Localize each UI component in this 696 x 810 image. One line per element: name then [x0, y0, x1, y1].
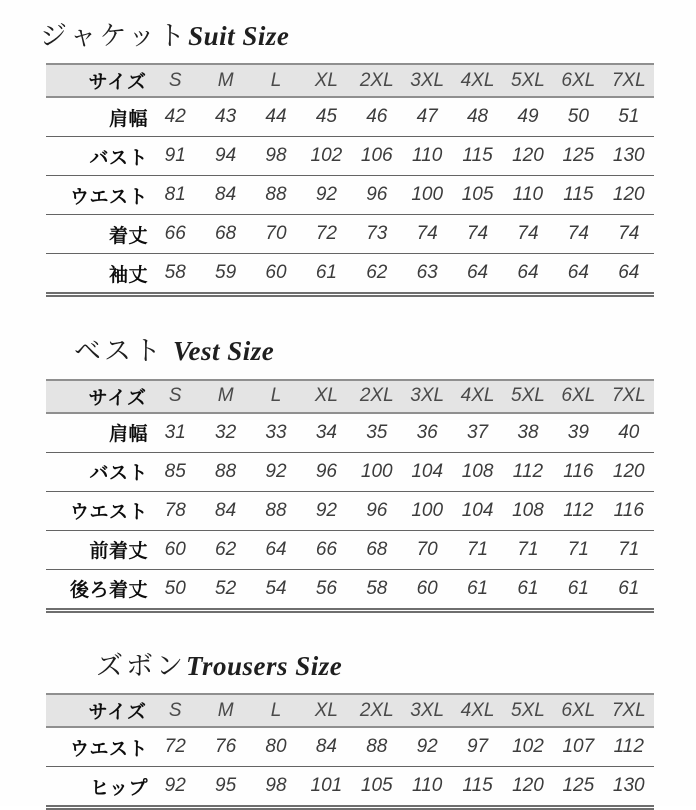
column-header-xl: XL: [301, 64, 351, 97]
measurement-row: [46, 137, 654, 176]
size-value: 60: [416, 577, 438, 599]
size-value: 105: [360, 775, 393, 797]
size-value: 58: [366, 577, 388, 599]
size-value: 51: [618, 106, 640, 128]
size-value: 120: [612, 184, 645, 206]
row-label: ウエスト: [70, 738, 149, 760]
suit-size-table-wrap: [0, 63, 696, 297]
size-value: 88: [265, 184, 287, 206]
size-value: 125: [562, 775, 595, 797]
size-value: 88: [366, 736, 388, 758]
row-label: ヒップ: [90, 777, 149, 799]
size-value: 70: [265, 223, 287, 245]
row-label: バスト: [89, 463, 149, 485]
suit-size-title-jp: ジャケット: [40, 21, 189, 51]
trousers-size-title-jp: ズボン: [96, 650, 186, 681]
size-value: 66: [164, 223, 186, 245]
column-header-s: S: [150, 694, 200, 727]
size-value: 46: [366, 106, 388, 128]
size-value: 74: [416, 223, 438, 245]
column-header-3xl: 3XL: [402, 380, 452, 413]
size-value: 40: [618, 421, 640, 443]
size-value: 94: [215, 145, 237, 167]
trousers-size-table-wrap: [0, 693, 696, 810]
column-header-7xl: 7XL: [604, 694, 654, 727]
size-value: 92: [265, 460, 287, 482]
size-value: 68: [366, 538, 388, 560]
size-value: 31: [164, 421, 186, 443]
size-value: 64: [618, 262, 640, 284]
measurement-row: [46, 215, 654, 254]
column-header-l: L: [251, 694, 301, 727]
size-value: 116: [613, 499, 644, 521]
row-label: ウエスト: [70, 502, 149, 524]
measurement-row: [46, 530, 654, 569]
column-header-2xl: 2XL: [352, 64, 402, 97]
size-value: 49: [517, 106, 539, 128]
measurement-row: [46, 569, 654, 610]
size-value: 61: [618, 577, 640, 599]
column-header-l: L: [251, 64, 301, 97]
column-header-2xl: 2XL: [352, 380, 402, 413]
size-value: 80: [265, 736, 287, 758]
size-value: 96: [366, 184, 388, 206]
size-value: 68: [215, 223, 237, 245]
size-value: 115: [462, 775, 493, 797]
suit-size-table: [46, 63, 654, 297]
size-value: 62: [366, 262, 388, 284]
size-value: 102: [512, 736, 544, 758]
size-value: 58: [164, 262, 186, 284]
measurement-row: [46, 452, 654, 491]
size-value: 56: [315, 577, 337, 599]
vest-size-table-wrap: [0, 379, 696, 613]
size-value: 92: [315, 499, 337, 521]
size-value: 92: [315, 184, 337, 206]
size-value: 36: [416, 421, 438, 443]
size-value: 110: [412, 145, 443, 167]
measurement-row: [46, 413, 654, 453]
measurement-row: [46, 491, 654, 530]
size-value: 116: [563, 460, 594, 482]
vest-size-title-en: Vest Size: [173, 336, 275, 367]
column-header-7xl: 7XL: [604, 380, 654, 413]
size-value: 38: [517, 421, 539, 443]
size-value: 85: [164, 460, 186, 482]
row-label: 着丈: [109, 225, 149, 247]
size-value: 98: [265, 775, 287, 797]
size-value: 71: [466, 538, 489, 560]
column-header-5xl: 5XL: [503, 64, 553, 97]
trousers-size-title-en: Trousers Size: [186, 650, 343, 681]
column-header-3xl: 3XL: [402, 694, 452, 727]
size-value: 104: [461, 499, 494, 521]
size-value: 108: [461, 460, 494, 482]
size-value: 35: [366, 421, 388, 443]
size-value: 64: [517, 262, 539, 284]
size-value: 112: [512, 460, 544, 482]
size-value: 76: [215, 736, 237, 758]
size-header-row: [46, 380, 654, 413]
size-value: 110: [512, 184, 544, 206]
measurement-row: [46, 176, 654, 215]
suit-size-section: [0, 0, 696, 297]
column-header-xl: XL: [301, 380, 351, 413]
column-header-m: M: [200, 64, 250, 97]
size-value: 98: [265, 145, 287, 167]
column-header-s: S: [150, 64, 200, 97]
trousers-size-title: [0, 613, 696, 693]
size-value: 96: [315, 460, 337, 482]
column-header-5xl: 5XL: [503, 694, 553, 727]
size-value: 107: [562, 736, 595, 758]
suit-size-title-en: Suit Size: [188, 21, 290, 51]
size-value: 74: [517, 223, 539, 245]
size-value: 64: [567, 262, 589, 284]
column-header-5xl: 5XL: [503, 380, 553, 413]
column-header-6xl: 6XL: [553, 64, 603, 97]
vest-size-table: [46, 379, 654, 613]
size-value: 74: [466, 223, 489, 245]
size-value: 100: [411, 499, 444, 521]
size-value: 112: [563, 499, 594, 521]
size-value: 112: [613, 736, 644, 758]
size-value: 59: [215, 262, 237, 284]
size-value: 66: [315, 538, 337, 560]
size-value: 74: [618, 223, 640, 245]
size-value: 105: [461, 184, 494, 206]
size-value: 63: [416, 262, 438, 284]
size-value: 71: [517, 538, 539, 560]
vest-size-title: [0, 297, 696, 378]
row-label: ウエスト: [70, 186, 149, 208]
size-value: 84: [215, 499, 237, 521]
column-header-4xl: 4XL: [452, 64, 502, 97]
measurement-row: [46, 767, 654, 808]
size-value: 106: [360, 145, 393, 167]
row-label: 肩幅: [109, 108, 149, 130]
size-value: 47: [416, 106, 438, 128]
size-value: 84: [215, 184, 237, 206]
size-value: 61: [466, 577, 489, 599]
trousers-size-section: [0, 613, 696, 810]
column-header-m: M: [200, 694, 250, 727]
size-value: 34: [315, 421, 337, 443]
size-value: 61: [315, 262, 337, 284]
suit-size-title: [0, 0, 696, 63]
size-value: 88: [265, 499, 287, 521]
size-value: 101: [310, 775, 343, 797]
size-value: 92: [416, 736, 438, 758]
row-label: 肩幅: [109, 424, 149, 446]
row-label: 後ろ着丈: [70, 580, 149, 602]
column-header-6xl: 6XL: [553, 380, 603, 413]
size-value: 50: [164, 577, 186, 599]
size-value: 72: [315, 223, 337, 245]
size-value: 43: [215, 106, 237, 128]
size-value: 45: [315, 106, 337, 128]
size-value: 78: [164, 499, 186, 521]
size-value: 130: [612, 775, 645, 797]
column-header-l: L: [251, 380, 301, 413]
size-value: 60: [265, 262, 287, 284]
size-value: 96: [366, 499, 388, 521]
size-value: 95: [215, 775, 237, 797]
column-header-7xl: 7XL: [604, 64, 654, 97]
size-value: 52: [215, 577, 237, 599]
trousers-size-table: [46, 693, 654, 810]
size-value: 42: [164, 106, 186, 128]
size-value: 91: [164, 145, 186, 167]
size-value: 115: [462, 145, 493, 167]
size-value: 64: [265, 538, 287, 560]
size-value: 108: [512, 499, 544, 521]
column-header-2xl: 2XL: [352, 694, 402, 727]
size-header-label: サイズ: [46, 64, 150, 97]
size-value: 115: [563, 184, 594, 206]
size-header-label: サイズ: [46, 694, 150, 727]
measurement-row: [46, 254, 654, 295]
size-value: 92: [164, 775, 186, 797]
column-header-xl: XL: [301, 694, 351, 727]
measurement-row: [46, 727, 654, 767]
size-header-row: [46, 694, 654, 727]
vest-size-title-jp: ベスト: [74, 336, 164, 367]
size-value: 61: [567, 577, 589, 599]
row-label: 前着丈: [89, 541, 149, 563]
size-value: 72: [164, 736, 186, 758]
size-value: 84: [315, 736, 337, 758]
size-value: 70: [416, 538, 438, 560]
size-value: 32: [215, 421, 237, 443]
size-value: 64: [466, 262, 489, 284]
vest-size-section: [0, 297, 696, 612]
column-header-3xl: 3XL: [402, 64, 452, 97]
size-value: 125: [562, 145, 595, 167]
size-value: 48: [466, 106, 489, 128]
size-value: 110: [412, 775, 443, 797]
size-value: 50: [567, 106, 589, 128]
size-value: 120: [512, 145, 544, 167]
size-value: 73: [366, 223, 388, 245]
size-value: 39: [567, 421, 589, 443]
size-value: 61: [517, 577, 539, 599]
column-header-6xl: 6XL: [553, 694, 603, 727]
size-header-row: [46, 64, 654, 97]
size-value: 81: [164, 184, 186, 206]
size-value: 104: [411, 460, 444, 482]
row-label: バスト: [89, 147, 149, 169]
size-value: 74: [567, 223, 589, 245]
row-label: 袖丈: [109, 264, 149, 286]
size-value: 88: [215, 460, 237, 482]
size-value: 33: [265, 421, 287, 443]
size-value: 130: [612, 145, 645, 167]
column-header-4xl: 4XL: [452, 380, 502, 413]
measurement-row: [46, 97, 654, 137]
column-header-s: S: [150, 380, 200, 413]
size-value: 102: [310, 145, 343, 167]
column-header-4xl: 4XL: [452, 694, 502, 727]
size-value: 60: [164, 538, 186, 560]
size-value: 71: [567, 538, 589, 560]
size-value: 97: [466, 736, 489, 758]
size-value: 44: [265, 106, 287, 128]
column-header-m: M: [200, 380, 250, 413]
size-value: 100: [360, 460, 393, 482]
size-value: 54: [265, 577, 287, 599]
size-value: 37: [466, 421, 489, 443]
size-value: 71: [618, 538, 640, 560]
size-header-label: サイズ: [46, 380, 150, 413]
size-value: 62: [215, 538, 237, 560]
size-value: 120: [512, 775, 544, 797]
size-value: 100: [411, 184, 444, 206]
size-value: 120: [612, 460, 645, 482]
